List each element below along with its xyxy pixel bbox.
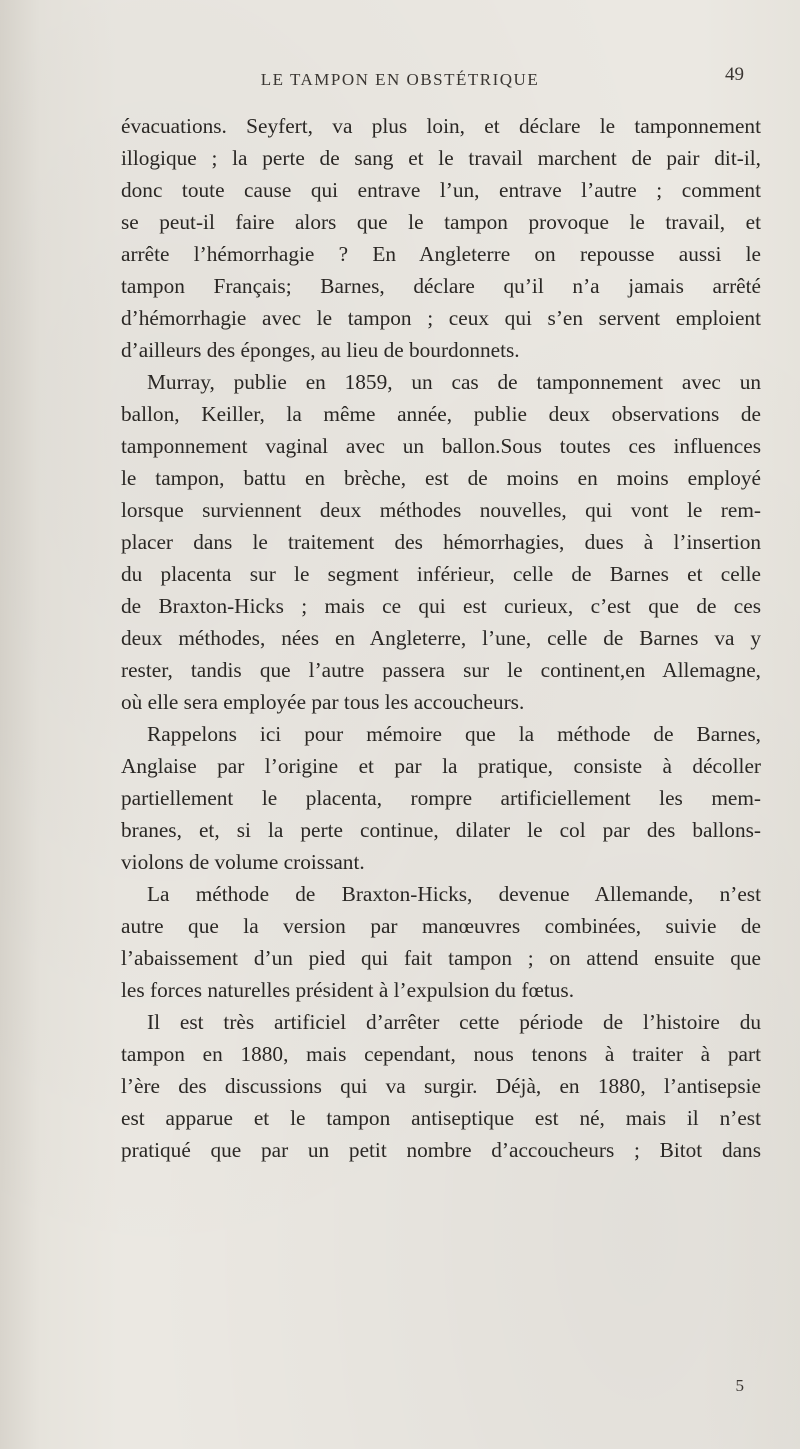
text-line: lorsque surviennent deux méthodes nouvelles, qui vont le rem- — [121, 498, 761, 522]
text-line: rester, tandis que l’autre passera sur le continent,en Allemagne, — [121, 658, 761, 682]
text-line: partiellement le placenta, rompre artificiellement les mem- — [121, 786, 761, 810]
text-line: tampon en 1880, mais cependant, nous tenons à traiter à part — [121, 1042, 761, 1066]
text-line: d’ailleurs des éponges, au lieu de bourdonnets. — [121, 338, 520, 362]
text-line: est apparue et le tampon antiseptique est né, mais il n’est — [121, 1106, 761, 1130]
text-line: l’abaissement d’un pied qui fait tampon ; on attend ensuite que — [121, 946, 761, 970]
text-line: l’ère des discussions qui va surgir. Déjà, en 1880, l’antisepsie — [121, 1074, 761, 1098]
text-line: les forces naturelles président à l’expulsion du fœtus. — [121, 978, 575, 1002]
text-line: Il est très artificiel d’arrêter cette période de l’histoire du — [147, 1010, 761, 1034]
text-line: du placenta sur le segment inférieur, celle de Barnes et celle — [121, 562, 761, 586]
text-line: tamponnement vaginal avec un ballon.Sous toutes ces influences — [121, 434, 761, 458]
text-line: donc toute cause qui entrave l’un, entrave l’autre ; comment — [121, 178, 761, 202]
text-line: La méthode de Braxton-Hicks, devenue Allemande, n’est — [147, 882, 761, 906]
text-line: violons de volume croissant. — [121, 850, 365, 874]
text-line: branes, et, si la perte continue, dilater le col par des ballons- — [121, 818, 761, 842]
running-title: LE TAMPON EN OBSTÉTRIQUE — [260, 70, 540, 89]
text-line: évacuations. Seyfert, va plus loin, et déclare le tamponnement — [121, 114, 761, 138]
text-line: ballon, Keiller, la même année, publie deux observations de — [121, 402, 761, 426]
text-line: placer dans le traitement des hémorrhagies, dues à l’insertion — [121, 530, 761, 554]
text-line: pratiqué que par un petit nombre d’accoucheurs ; Bitot dans — [121, 1138, 761, 1162]
signature-mark: 5 — [735, 1376, 744, 1395]
page-number: 49 — [725, 64, 744, 85]
text-line: se peut-il faire alors que le tampon provoque le travail, et — [121, 210, 761, 234]
text-line: d’hémorrhagie avec le tampon ; ceux qui s’en servent emploient — [121, 306, 761, 330]
page-header — [0, 64, 800, 100]
text-line: deux méthodes, nées en Angleterre, l’une, celle de Barnes va y — [121, 626, 761, 650]
text-line: Anglaise par l’origine et par la pratique, consiste à décoller — [121, 754, 761, 778]
text-line: Rappelons ici pour mémoire que la méthode de Barnes, — [147, 722, 761, 746]
text-line: autre que la version par manœuvres combinées, suivie de — [121, 914, 761, 938]
text-line: où elle sera employée par tous les accoucheurs. — [121, 690, 525, 714]
text-line: Murray, publie en 1859, un cas de tamponnement avec un — [147, 370, 761, 394]
text-line: arrête l’hémorrhagie ? En Angleterre on repousse aussi le — [121, 242, 761, 266]
text-line: tampon Français; Barnes, déclare qu’il n’a jamais arrêté — [121, 274, 761, 298]
text-line: illogique ; la perte de sang et le travail marchent de pair dit-il, — [121, 146, 761, 170]
text-line: le tampon, battu en brèche, est de moins en moins employé — [121, 466, 761, 490]
text-line: de Braxton-Hicks ; mais ce qui est curieux, c’est que de ces — [121, 594, 761, 618]
